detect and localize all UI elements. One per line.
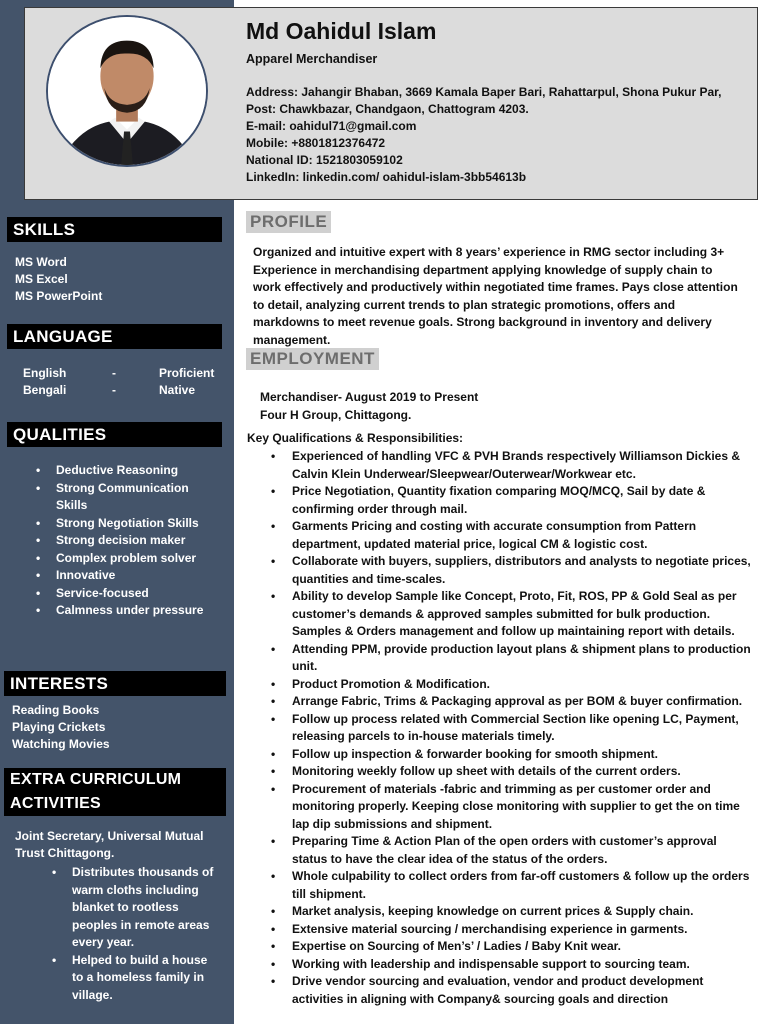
address: Address: Jahangir Bhaban, 3669 Kamala Baper Bari, Rahattarpul, Shona Pukur Par, Post: Chawkbazar, Chandgaon, Chattogram 4203. <box>246 85 722 116</box>
quality-item: • Innovative <box>30 567 206 585</box>
extra-activities-list <box>46 864 221 1004</box>
activity-item: • Helped to build a house to a homeless family in village. <box>46 952 221 1005</box>
quality-item: • Deductive Reasoning <box>30 462 206 480</box>
responsibility-item: • Collaborate with buyers, suppliers, distributors and analysts to negotiate prices, quantities and time-scales. <box>247 553 752 588</box>
profile-heading: PROFILE <box>246 211 331 233</box>
responsibility-item: • Procurement of materials -fabric and trimming as per customer order and monitoring properly. Keeping close monitoring with supplier to get the on time lap dip submissions and shipment. <box>247 781 752 834</box>
national-id: National ID: 1521803059102 <box>246 153 403 167</box>
job-title: Apparel Merchandiser <box>246 52 378 66</box>
company-name: Four H Group, Chittagong. <box>260 408 412 422</box>
responsibility-item: • Garments Pricing and costing with accurate consumption from Pattern department, updated material price, logical CM & logistic cost. <box>247 518 752 553</box>
qualities-heading: QUALITIES <box>7 422 222 447</box>
skill-item: MS PowerPoint <box>15 289 103 303</box>
responsibility-item: • Ability to develop Sample like Concept, Proto, Fit, ROS, PP & Gold Seal as per customer’s demands & approved samples submitted for bulk production. Samples & Orders management and follow up maintaining report with details. <box>247 588 752 641</box>
interest-item: Playing Crickets <box>12 720 106 734</box>
quality-item: • Strong decision maker <box>30 532 206 550</box>
language-list <box>23 365 223 399</box>
responsibility-item: • Preparing Time & Action Plan of the open orders with customer’s approval status to have the clear idea of the status of the orders. <box>247 833 752 868</box>
responsibility-item: • Price Negotiation, Quantity fixation comparing MOQ/MCQ, Sail by date & confirming order through mail. <box>247 483 752 518</box>
interests-list <box>12 702 110 753</box>
job-position: Merchandiser- August 2019 to Present <box>260 390 479 404</box>
language-row <box>23 382 223 399</box>
profile-photo-image <box>48 17 206 165</box>
language-name: English <box>23 366 67 380</box>
language-row <box>23 365 223 382</box>
responsibility-item: • Working with leadership and indispensable support to sourcing team. <box>247 956 752 974</box>
candidate-name: Md Oahidul Islam <box>246 18 437 44</box>
profile-text: Organized and intuitive expert with 8 years’ experience in RMG sector including 3+ Experience in merchandising department applying knowledge of supply chain to work effectively and productively within negotiated time frames. Pays close attention to detail, analyzing current trends to plan strategic promotions, offers and markdowns to meet revenue goals. Strong background in inventory and delivery management. <box>253 245 738 347</box>
extra-role: Joint Secretary, Universal Mutual Trust Chittagong. <box>15 829 204 860</box>
language-level: Proficient <box>159 366 215 380</box>
quality-item: • Strong Negotiation Skills <box>30 515 206 533</box>
linkedin: LinkedIn: linkedin.com/ oahidul-islam-3bb54613b <box>246 170 527 184</box>
contact-block <box>246 84 746 186</box>
interest-item: Reading Books <box>12 703 100 717</box>
language-dash: - <box>112 366 116 380</box>
profile-photo <box>46 15 208 167</box>
responsibility-item: • Monitoring weekly follow up sheet with details of the current orders. <box>247 763 752 781</box>
language-heading: LANGUAGE <box>7 324 222 349</box>
skill-item: MS Word <box>15 255 67 269</box>
interest-item: Watching Movies <box>12 737 110 751</box>
responsibility-item: • Expertise on Sourcing of Men’s’ / Ladies / Baby Knit wear. <box>247 938 752 956</box>
quality-item: • Service-focused <box>30 585 206 603</box>
skill-item: MS Excel <box>15 272 68 286</box>
activity-item: • Distributes thousands of warm cloths including blanket to rootless peoples in remote areas every year. <box>46 864 221 952</box>
language-name: Bengali <box>23 383 67 397</box>
responsibility-item: • Attending PPM, provide production layout plans & shipment plans to production unit. <box>247 641 752 676</box>
employment-heading: EMPLOYMENT <box>246 348 379 370</box>
responsibility-item: • Follow up process related with Commercial Section like opening LC, Payment, releasing parcels to in-house materials timely. <box>247 711 752 746</box>
skills-heading: SKILLS <box>7 217 222 242</box>
language-level: Native <box>159 383 196 397</box>
responsibility-item: • Extensive material sourcing / merchandising experience in garments. <box>247 921 752 939</box>
email: E-mail: oahidul71@gmail.com <box>246 119 417 133</box>
quality-item: • Strong Communication Skills <box>30 480 206 515</box>
responsibility-item: • Follow up inspection & forwarder booking for smooth shipment. <box>247 746 752 764</box>
key-qualifications-label: Key Qualifications & Responsibilities: <box>247 431 464 445</box>
quality-item: • Calmness under pressure <box>30 602 206 620</box>
extra-curriculum-heading: EXTRA CURRICULUM ACTIVITIES <box>4 768 226 816</box>
interests-heading: INTERESTS <box>4 671 226 696</box>
qualities-list <box>30 462 206 620</box>
language-dash: - <box>112 383 116 397</box>
responsibilities-list <box>247 448 752 1008</box>
skills-list <box>15 254 102 305</box>
responsibility-item: • Whole culpability to collect orders from far-off customers & follow up the orders till shipment. <box>247 868 752 903</box>
responsibility-item: • Market analysis, keeping knowledge on current prices & Supply chain. <box>247 903 752 921</box>
responsibility-item: • Experienced of handling VFC & PVH Brands respectively Williamson Dickies & Calvin Klein Underwear/Sleepwear/Outerwear/Workwear etc. <box>247 448 752 483</box>
responsibility-item: • Product Promotion & Modification. <box>247 676 752 694</box>
responsibility-item: • Arrange Fabric, Trims & Packaging approval as per BOM & buyer confirmation. <box>247 693 752 711</box>
quality-item: • Complex problem solver <box>30 550 206 568</box>
mobile: Mobile: +8801812376472 <box>246 136 386 150</box>
responsibility-item: • Drive vendor sourcing and evaluation, vendor and product development activities in aligning with Company& sourcing goals and direction <box>247 973 752 1008</box>
